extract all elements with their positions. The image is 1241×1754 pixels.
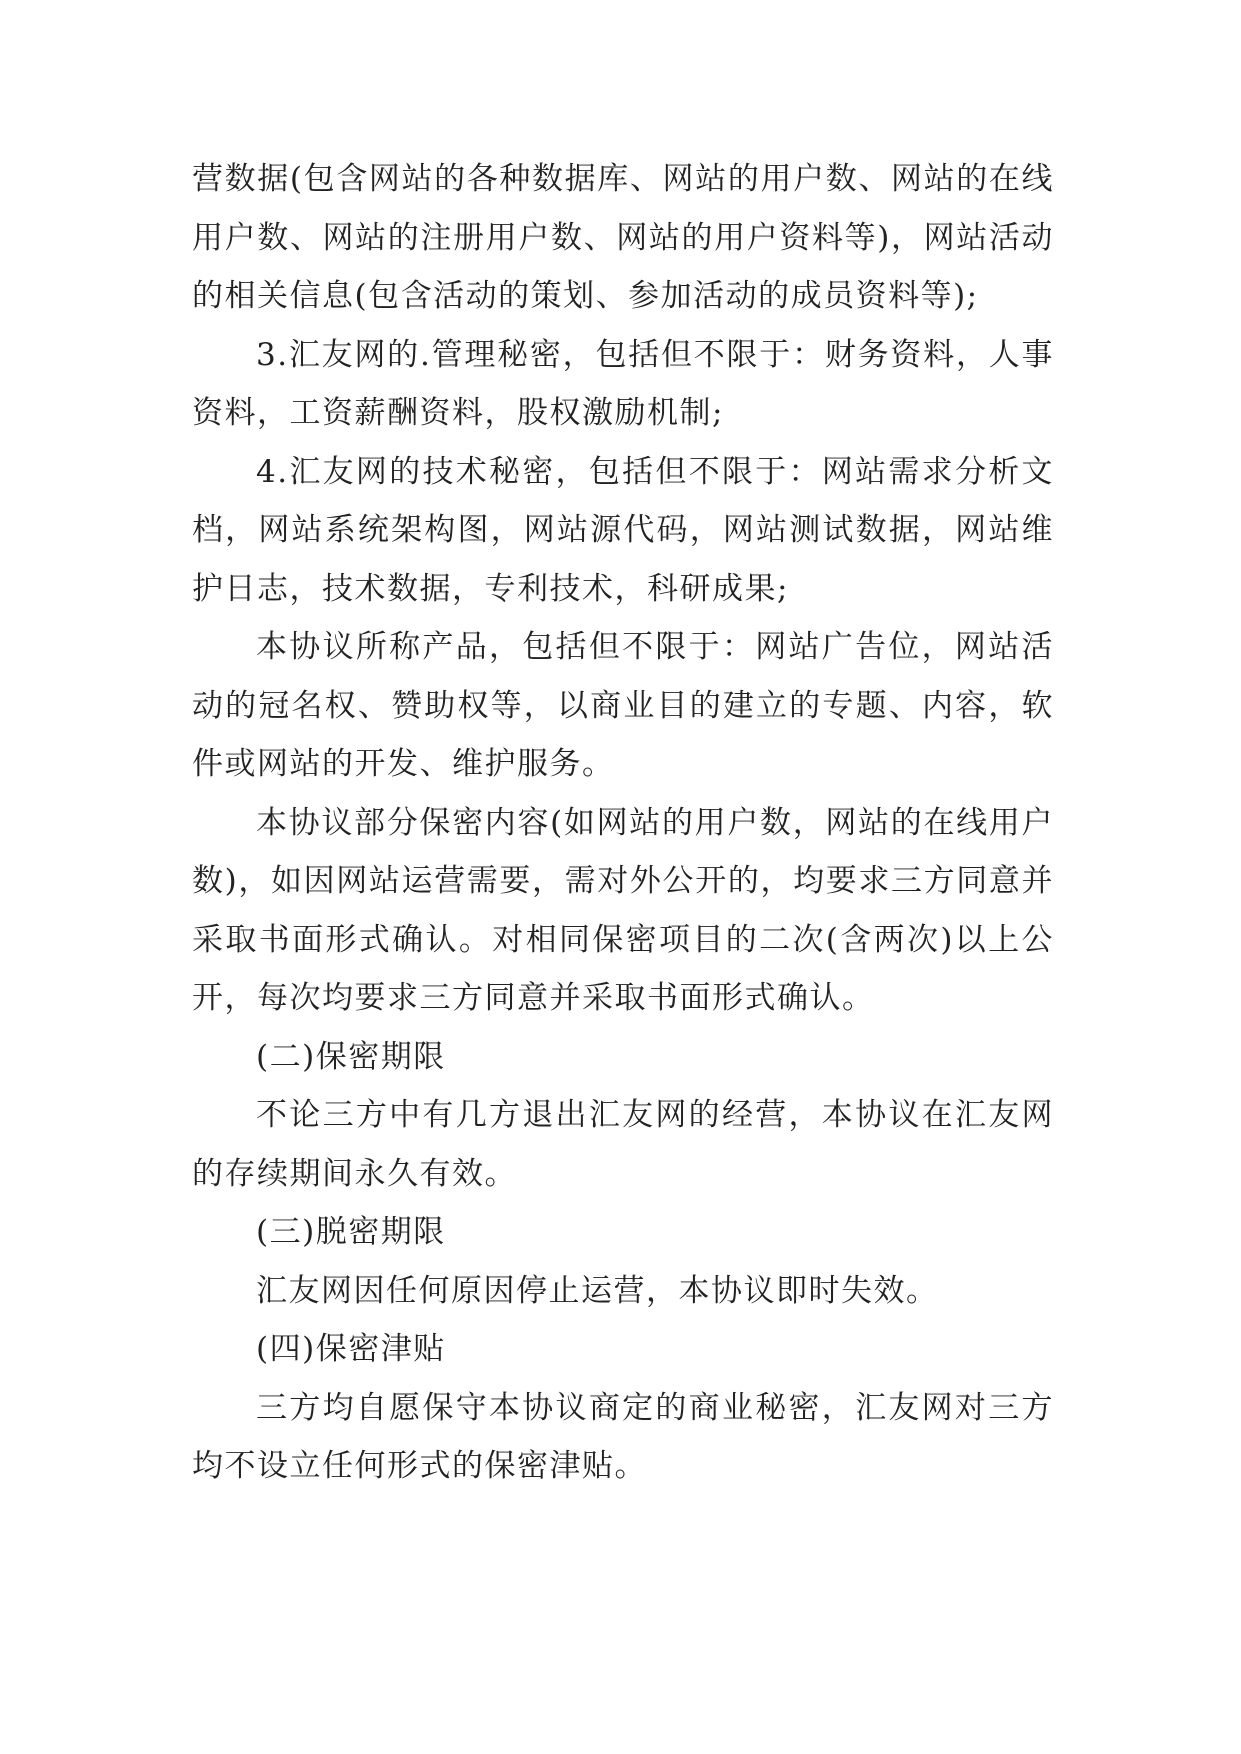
- paragraph-products: 本协议所称产品，包括但不限于：网站广告位，网站活动的冠名权、赞助权等，以商业目的建立的专题、内容，软件或网站的开发、维护服务。: [192, 629, 1054, 782]
- section-heading-term: (二)保密期限: [256, 1038, 446, 1075]
- list-item-technical-secrets: 4.汇友网的技术秘密，包括但不限于：网站需求分析文档，网站系统架构图，网站源代码，网站测试数据，网站维护日志，技术数据，专利技术，科研成果;: [192, 453, 1054, 607]
- paragraph-declassify: 汇友网因任何原因停止运营，本协议即时失效。: [256, 1272, 939, 1309]
- paragraph-term: 不论三方中有几方退出汇友网的经营，本协议在汇友网的存续期间永久有效。: [192, 1097, 1054, 1192]
- section-heading-allowance: (四)保密津贴: [256, 1331, 446, 1367]
- paragraph-disclosure: 本协议部分保密内容(如网站的用户数，网站的在线用户数)，如因网站运营需要，需对外公开的，均要求三方同意并采取书面形式确认。对相同保密项目的二次(含两次)以上公开，每次均要求三方同意并采取书面形式确认。: [192, 804, 1054, 1016]
- list-item-management-secrets: 3.汇友网的.管理秘密，包括但不限于：财务资料，人事资料，工资薪酬资料，股权激励机制;: [192, 336, 1054, 431]
- paragraph-continuation: 营数据(包含网站的各种数据库、网站的用户数、网站的在线用户数、网站的注册用户数、网站的用户资料等)，网站活动的相关信息(包含活动的策划、参加活动的成员资料等);: [192, 161, 1054, 314]
- paragraph-allowance: 三方均自愿保守本协议商定的商业秘密，汇友网对三方均不设立任何形式的保密津贴。: [192, 1389, 1054, 1484]
- section-heading-declassify: (三)脱密期限: [256, 1214, 446, 1250]
- document-body: [192, 150, 1054, 1496]
